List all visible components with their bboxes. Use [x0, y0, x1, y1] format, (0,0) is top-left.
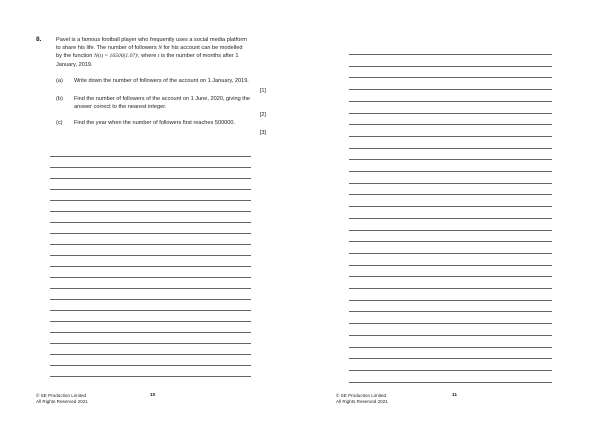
- answer-line[interactable]: [349, 136, 552, 137]
- answer-line[interactable]: [349, 230, 552, 231]
- intro-text: by the function: [56, 53, 94, 60]
- copyright: © SE Production Limited: [36, 393, 87, 398]
- answer-line[interactable]: [349, 148, 552, 149]
- variable-n: N: [158, 45, 162, 52]
- part-text: Find the year when the number of followers first reaches 500000.: [74, 120, 236, 126]
- answer-line[interactable]: [349, 183, 552, 184]
- answer-line[interactable]: [349, 159, 552, 160]
- intro-text: for his account can be modelled: [161, 45, 243, 52]
- part-c: [56, 120, 268, 130]
- part-label: (b): [56, 96, 63, 102]
- answer-line[interactable]: [349, 66, 552, 67]
- right-page: [300, 0, 600, 424]
- answer-line[interactable]: [50, 233, 251, 234]
- copyright: © SE Production Limited: [336, 393, 387, 398]
- answer-line[interactable]: [50, 189, 251, 190]
- answer-line[interactable]: [50, 321, 251, 322]
- answer-line[interactable]: [50, 266, 251, 267]
- marks-a: [1]: [259, 88, 266, 94]
- marks-c: [3]: [259, 130, 266, 136]
- variable-t: t: [157, 53, 160, 60]
- answer-line[interactable]: [50, 222, 251, 223]
- intro-line-1: Pavel is a famous football player who frequently uses a social media platform: [56, 37, 247, 43]
- page-number: 10: [150, 393, 156, 398]
- answer-line[interactable]: [349, 370, 552, 371]
- answer-line[interactable]: [349, 206, 552, 207]
- answer-line[interactable]: [349, 77, 552, 78]
- answer-line[interactable]: [349, 323, 552, 324]
- answer-line[interactable]: [349, 311, 552, 312]
- answer-line[interactable]: [349, 335, 552, 336]
- question-number: 8.: [36, 36, 42, 43]
- intro-text: , where: [137, 53, 158, 60]
- answer-line[interactable]: [50, 299, 251, 300]
- part-text: Write down the number of followers of the account on 1 January, 2019.: [74, 78, 249, 84]
- answer-line[interactable]: [349, 276, 552, 277]
- part-label: (a): [56, 78, 63, 84]
- answer-line[interactable]: [50, 354, 251, 355]
- footer: [36, 393, 88, 405]
- question-intro: [56, 36, 268, 69]
- answer-line[interactable]: [50, 167, 251, 168]
- answer-line[interactable]: [349, 288, 552, 289]
- intro-line-4: January, 2019.: [56, 61, 93, 68]
- answer-line[interactable]: [349, 241, 552, 242]
- answer-line[interactable]: [349, 300, 552, 301]
- answer-line[interactable]: [50, 288, 251, 289]
- answer-line[interactable]: [50, 365, 251, 366]
- answer-line[interactable]: [349, 113, 552, 114]
- intro-line-3: [56, 52, 268, 60]
- answer-line[interactable]: [50, 244, 251, 245]
- answer-line[interactable]: [349, 101, 552, 102]
- answer-line[interactable]: [50, 343, 251, 344]
- part-label: (c): [56, 120, 63, 126]
- intro-text: to share his life. The number of followers: [56, 45, 159, 52]
- answer-line[interactable]: [50, 211, 251, 212]
- page-number: 11: [452, 393, 458, 398]
- answer-line[interactable]: [50, 178, 251, 179]
- answer-line[interactable]: [50, 332, 251, 333]
- part-text: Find the number of followers of the account on 1 June, 2020, giving the answer correct to the nearest integer.: [74, 96, 251, 110]
- answer-line[interactable]: [349, 218, 552, 219]
- answer-line[interactable]: [349, 54, 552, 55]
- answer-line[interactable]: [50, 376, 251, 377]
- answer-line[interactable]: [50, 310, 251, 311]
- answer-line[interactable]: [50, 156, 251, 157]
- answer-line[interactable]: [349, 89, 552, 90]
- answer-line[interactable]: [349, 124, 552, 125]
- answer-line[interactable]: [349, 358, 552, 359]
- model-formula: N(t) = 16500(1.07)ᵗ: [93, 53, 138, 60]
- rights: All Rights Reserved 2021: [36, 399, 88, 405]
- answer-line[interactable]: [349, 382, 552, 383]
- answer-line[interactable]: [349, 265, 552, 266]
- answer-line[interactable]: [349, 171, 552, 172]
- part-a: [56, 78, 268, 88]
- part-b: [56, 96, 268, 112]
- marks-b: [2]: [259, 112, 266, 118]
- rights: All Rights Reserved 2021: [336, 399, 388, 405]
- answer-line[interactable]: [50, 277, 251, 278]
- intro-text: is the number of months after 1: [159, 53, 239, 60]
- intro-line-2: [56, 44, 268, 52]
- answer-line[interactable]: [349, 194, 552, 195]
- answer-line[interactable]: [50, 200, 251, 201]
- footer: [336, 393, 388, 405]
- answer-line[interactable]: [349, 347, 552, 348]
- answer-line[interactable]: [349, 253, 552, 254]
- answer-line[interactable]: [50, 255, 251, 256]
